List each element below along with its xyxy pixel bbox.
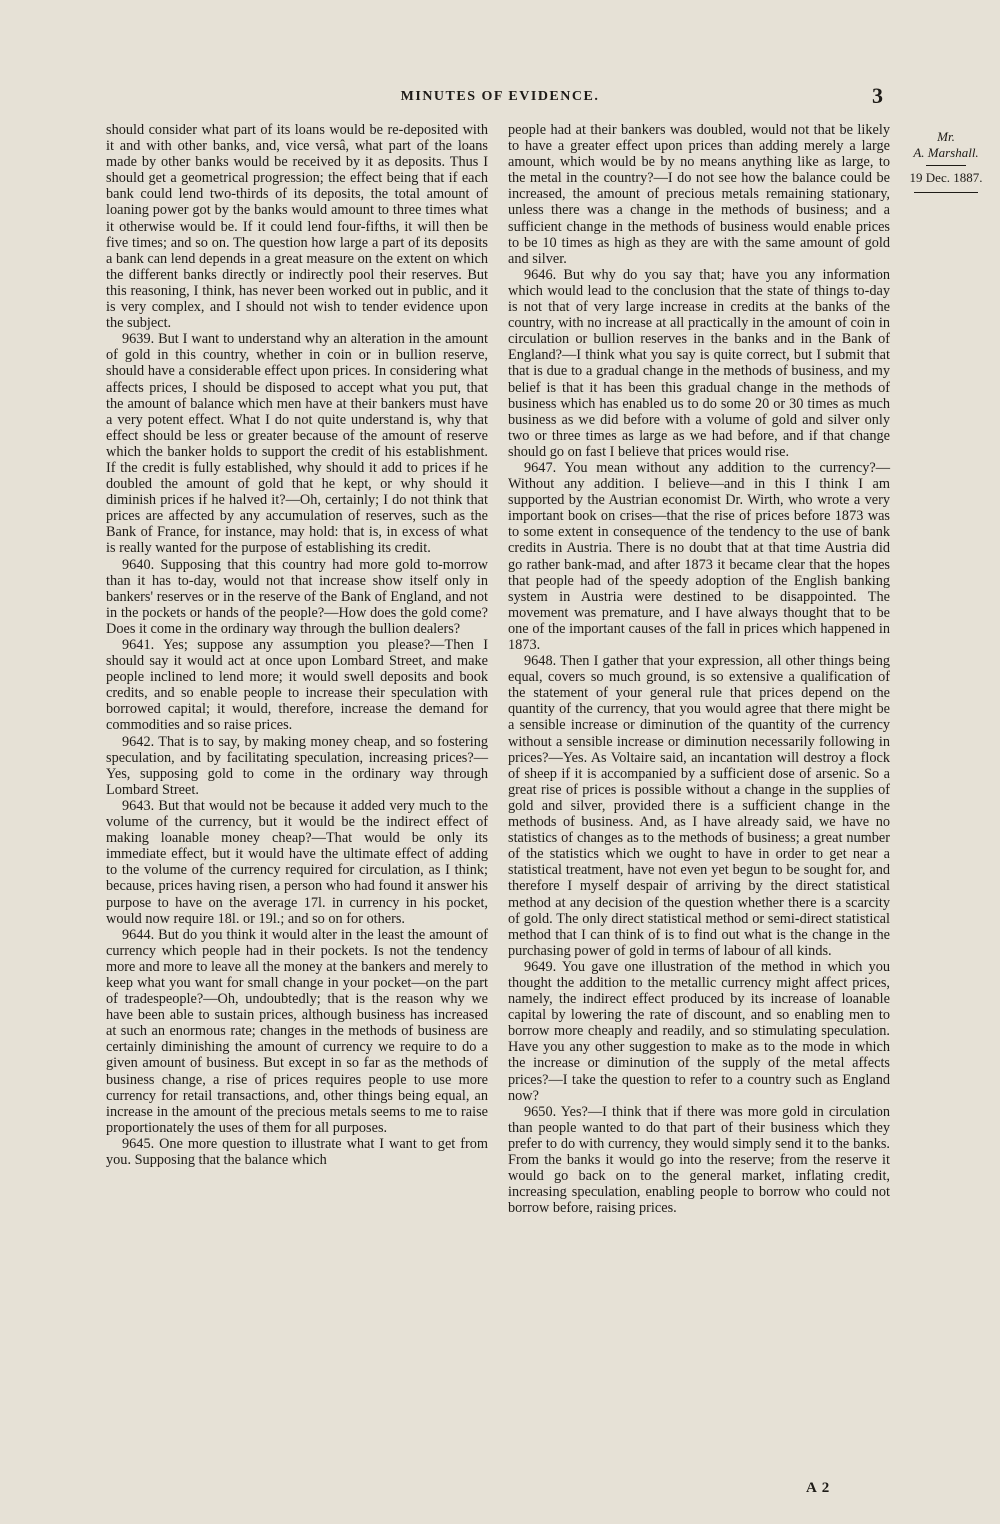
witness-name: A. Marshall. — [913, 145, 979, 160]
question-paragraph: 9642. That is to say, by making money cheap, and so fostering speculation, and by facilitating speculation, increasing prices?—Yes, supposing gold to come in the ordinary way through Lombard Street. — [106, 733, 488, 798]
question-paragraph: 9650. Yes?—I think that if there was more gold in circulation than people wanted to do that part of their business which they prefer to do with currency, they would simply send it to the banks. From the banks it would go into the reserve; from the reserve it would go back on to the general market, inflating credit, increasing speculation, enabling people to borrow who could not borrow before, raising prices. — [508, 1103, 890, 1217]
running-header: MINUTES OF EVIDENCE. — [400, 89, 600, 104]
evidence-date: 19 Dec. 1887. — [909, 170, 983, 185]
right-column — [508, 122, 890, 1216]
question-paragraph: 9644. But do you think it would alter in the least the amount of currency which people had in their pockets. Is not the tendency more and more to leave all the money at the bankers and merely to keep what you want for small change in your pocket—on the part of tradespeople?—Oh, undoubtedly; that is the reason why we have been able to sustain prices, although business has increased at such an enormous rate; changes in the methods of business are certainly diminishing the amount of currency we require to do a given amount of business. But except in so far as the methods of business change, a rise of prices requires people to use more currency for retail transactions, and, other things being equal, an increase in the amount of the precious metals seems to me to raise proportionately the uses of them for all purposes. — [106, 926, 488, 1136]
signature-mark: A 2 — [806, 1480, 831, 1496]
question-paragraph: 9648. Then I gather that your expression, all other things being equal, covers so much ground, is so extensive a qualification of the statement of your general rule that prices depend on the quantity of the currency, that you would agree that there might be a sensible increase or diminution of the quantity of the currency without a sensible increase or diminution necessarily following in prices?—Yes. As Voltaire said, an incantation will destroy a flock of sheep if it is accompanied by a sufficient dose of arsenic. So a great rise of prices is possible without a change in the supplies of gold and silver, provided there is a sufficient change in the methods of business. And, as I have already said, we have no statistics of changes as to the methods of business; a great number of the statistics which we ought to have in order to get near a statistical treatment, have not even yet begun to be sought for, and therefore I myself despair of arriving by the direct statistical method at any decision of the question whether there is a scarcity of gold. The only direct statistical method or semi-direct statistical method that I can think of is to find out what is the change in the purchasing power of gold in terms of labour of all kinds. — [508, 653, 890, 959]
question-paragraph: 9640. Supposing that this country had more gold to-morrow than it has to-day, would not that increase show itself only in bankers' reserves or in the reserve of the Bank of England, and not in the pockets or hands of the people?—How does the gold come? Does it come in the ordinary way through the bullion dealers? — [106, 556, 488, 637]
question-paragraph: 9641. Yes; suppose any assumption you please?—Then I should say it would act at once upon Lombard Street, and make people inclined to lend more; it would swell deposits and book credits, and so enable people to increase their speculation with borrowed capital; it would, therefore, increase the demand for commodities and so raise prices. — [106, 637, 488, 734]
page-number: 3 — [872, 83, 883, 108]
continued-paragraph: people had at their bankers was doubled, would not that be likely to have a greater effect upon prices than adding merely a large amount, which would be by no means anything like as large, to the metal in the country?—I do not see how the balance could be increased, the amount of precious metals remaining stationary, unless there was a change in the methods of business; and a sufficient change in the methods of business would enable prices to be 10 times as high as they are with the same amount of gold and silver. — [508, 122, 890, 267]
question-paragraph: 9646. But why do you say that; have you any information which would lead to the conclusion that the state of things to-day is not that of very large increase in credits at the banks of the country, with no increase at all practically in the amount of coin in circulation or bullion reserves in the banks and in the Bank of England?—I think what you say is quite correct, but I submit that that is due to a gradual change in the methods of business, and my belief is that it has been this gradual change in the methods of business which has enabled us to do some 20 or 30 times as much business as we did before with a volume of gold and silver only two or three times as large as we had before, and if that change should go on fast I believe that prices would rise. — [508, 266, 890, 460]
question-paragraph: 9649. You gave one illustration of the method in which you thought the addition to the metallic currency might affect prices, namely, the indirect effect produced by its increase of loanable capital by lowering the rate of discount, and so enabling men to borrow more cheaply and readily, and so stimulating speculation. Have you any other suggestion to make as to the mode in which the increase or diminution of the supply of the metal affects prices?—I take the question to refer to a country such as England now? — [508, 958, 890, 1104]
margin-rule-long — [914, 192, 978, 193]
left-column — [106, 122, 488, 1168]
margin-rule — [926, 165, 966, 166]
question-paragraph: 9643. But that would not be because it added very much to the volume of the currency, but it would be the indirect effect of making loanable money cheap?—That would be only its immediate effect, but it would have the ultimate effect of adding to the volume of the currency required for circulation, as I think; because, prices having risen, a person who had found it answer his purpose to have on the average 17l. in currency in his pocket, would now require 18l. or 19l.; and so on for others. — [106, 797, 488, 927]
continued-paragraph: should consider what part of its loans would be re-deposited with it and with other banks, and, vice versâ, what part of the loans made by other banks would be received by it as deposits. Thus I should get a geometrical progression; the effect being that if each bank could lend two-thirds of its deposits, the total amount of loaning power got by the banks would amount to three times what it otherwise would be. If it could lend four-fifths, it will then be five times; and so on. The question how large a part of its deposits a bank can lend depends in a great measure on the extent on which the different banks directly or indirectly pool their reserves. But this reasoning, I think, has never been worked out in public, and it is very complex, and I should not wish to tender evidence upon the subject. — [106, 122, 488, 332]
question-paragraph: 9647. You mean without any addition to the currency?—Without any addition. I believe—and in this I think I am supported by the Austrian economist Dr. Wirth, who wrote a very important book on crises—that the rise of prices before 1873 was to some extent in consequence of the tendency to the use of bank credits in Austria. There is no doubt that at that time Austria did go rather bank-mad, and after 1873 it became clear that the hopes that people had of the speedy adoption of the English banking system in Austria were destined to be disappointed. The movement was premature, and I have always thought that to be one of the important causes of the fall in prices which happened in 1873. — [508, 459, 890, 653]
question-paragraph: 9645. One more question to illustrate what I want to get from you. Supposing that the balance which — [106, 1135, 488, 1168]
question-paragraph: 9639. But I want to understand why an alteration in the amount of gold in this country, whether in coin or in bullion reserve, should have a considerable effect upon prices. In considering what affects prices, I should be disposed to accept what you put, that the amount of balance which men have at their bankers must have a very potent effect. What I do not quite understand is, why that effect should be less or greater because of the amount of reserve which the banker holds to support the credit of his establishment. If the credit is fully established, why should it add to prices if he doubled the amount of gold that he kept, or why should it diminish prices if he halved it?—Oh, certainly; I do not think that prices are affected by any accumulation of reserves, such as the Bank of France, for instance, may hold: that is, in excess of what is really wanted for the purpose of establishing its credit. — [106, 331, 488, 557]
witness-title: Mr. — [937, 129, 955, 144]
margin-note — [902, 129, 990, 193]
